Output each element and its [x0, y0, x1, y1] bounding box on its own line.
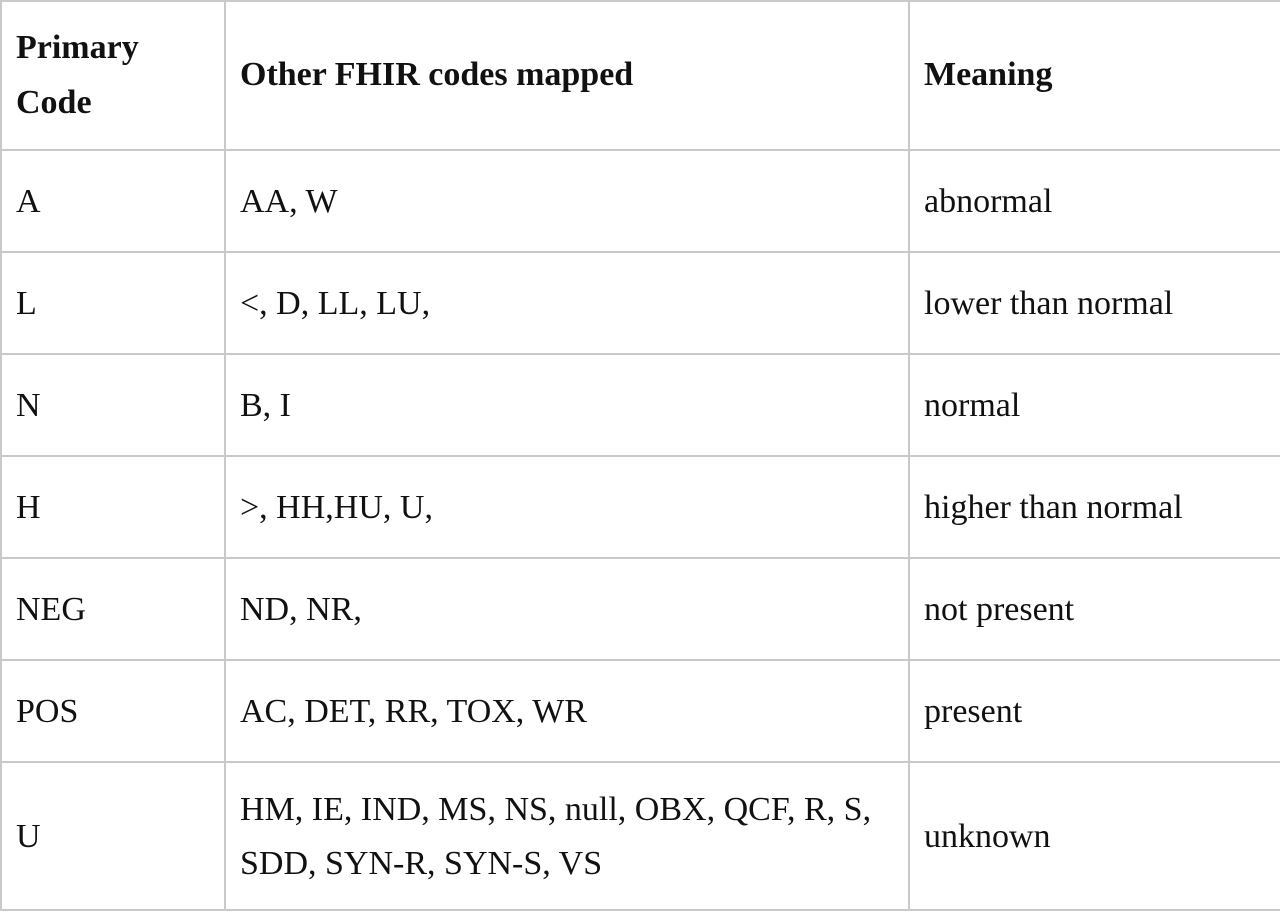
cell-mapped-codes: ND, NR, — [225, 558, 909, 660]
cell-primary-code: N — [1, 354, 225, 456]
header-primary-code: Primary Code — [1, 1, 225, 150]
table-row — [1, 762, 1280, 910]
table-header-row — [1, 1, 1280, 150]
cell-mapped-codes: AC, DET, RR, TOX, WR — [225, 660, 909, 762]
cell-primary-code: L — [1, 252, 225, 354]
cell-primary-code: U — [1, 762, 225, 910]
cell-meaning: normal — [909, 354, 1280, 456]
cell-meaning: abnormal — [909, 150, 1280, 252]
table-row — [1, 456, 1280, 558]
table-row — [1, 558, 1280, 660]
cell-meaning: present — [909, 660, 1280, 762]
cell-meaning: unknown — [909, 762, 1280, 910]
cell-mapped-codes: B, I — [225, 354, 909, 456]
cell-meaning: not present — [909, 558, 1280, 660]
cell-primary-code: A — [1, 150, 225, 252]
cell-meaning: higher than normal — [909, 456, 1280, 558]
cell-mapped-codes: <, D, LL, LU, — [225, 252, 909, 354]
cell-primary-code: POS — [1, 660, 225, 762]
cell-mapped-codes: AA, W — [225, 150, 909, 252]
table-row — [1, 354, 1280, 456]
cell-primary-code: H — [1, 456, 225, 558]
table-row — [1, 252, 1280, 354]
cell-mapped-codes: HM, IE, IND, MS, NS, null, OBX, QCF, R, S, SDD, SYN-R, SYN-S, VS — [225, 762, 909, 910]
header-meaning: Meaning — [909, 1, 1280, 150]
table-row — [1, 150, 1280, 252]
cell-primary-code: NEG — [1, 558, 225, 660]
header-other-codes: Other FHIR codes mapped — [225, 1, 909, 150]
cell-meaning: lower than normal — [909, 252, 1280, 354]
cell-mapped-codes: >, HH,HU, U, — [225, 456, 909, 558]
table-row — [1, 660, 1280, 762]
